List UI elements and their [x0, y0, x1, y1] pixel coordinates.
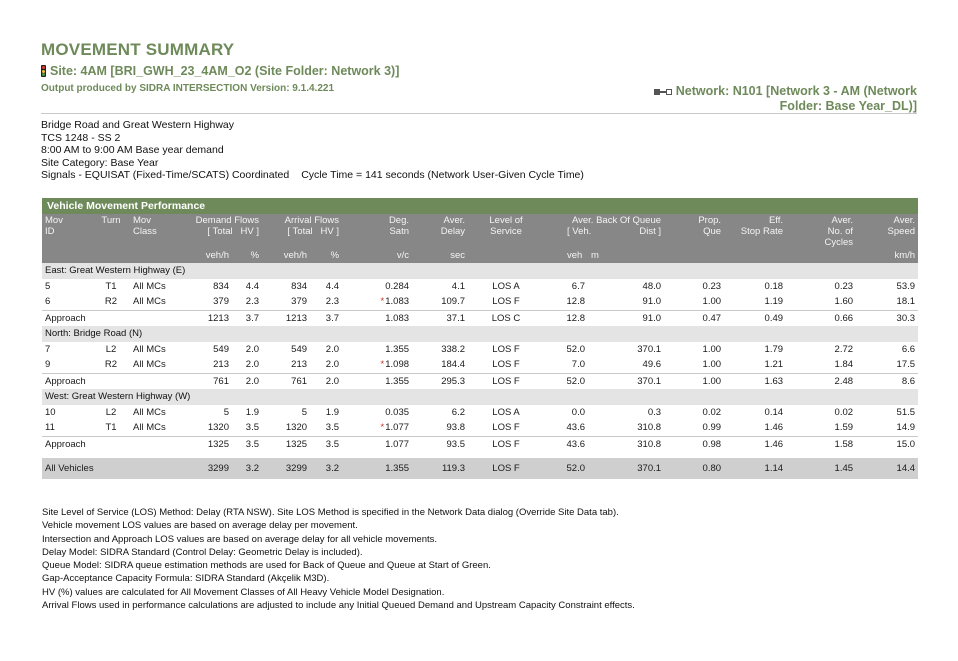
- cell-los: LOS F: [492, 422, 520, 433]
- cell-cyc: 1.58: [786, 436, 856, 452]
- cell-los: LOS F: [492, 359, 520, 370]
- cell-prop: 1.00: [702, 343, 722, 355]
- unit-demand-hv: %: [232, 248, 262, 263]
- cell-eff: 1.46: [724, 436, 786, 452]
- cell-mov-id: 6: [45, 296, 51, 307]
- cell-los: LOS F: [492, 296, 520, 307]
- cell-mov-class: All MCs: [133, 422, 166, 433]
- cell-los: LOS F: [468, 373, 544, 389]
- cell-at: 1213: [262, 310, 310, 326]
- oversaturated-marker: *: [380, 359, 385, 370]
- col-aver-cycles: Aver. No. of Cycles: [786, 214, 856, 248]
- section-name: West: Great Western Highway (W): [42, 389, 918, 405]
- cell-mov-class: All MCs: [133, 359, 166, 370]
- cell-ahv: 3.7: [310, 310, 342, 326]
- col-demand-flows: Demand Flows [ Total HV ]: [186, 214, 262, 248]
- cell-ahv: 2.0: [310, 373, 342, 389]
- cell-deg: 1.077: [342, 436, 412, 452]
- cell-ahv: 4.4: [325, 280, 340, 292]
- network-title-line2: Folder: Base Year_DL)]: [779, 99, 917, 113]
- cell-delay: 6.2: [451, 406, 466, 418]
- cell-dhv: 2.0: [232, 373, 262, 389]
- cell-dhv: 3.7: [232, 310, 262, 326]
- col-back-of-queue: Aver. Back Of Queue [ Veh. Dist ]: [544, 214, 664, 248]
- cell-veh: 43.6: [544, 436, 588, 452]
- cell-cyc: 1.84: [834, 359, 854, 370]
- cell-eff: 0.14: [764, 406, 784, 418]
- cell-veh: 6.7: [571, 280, 586, 292]
- cell-eff: 1.14: [724, 458, 786, 479]
- cell-mov-id: 10: [45, 406, 56, 418]
- cell-dt: 379: [213, 296, 229, 307]
- site-heading: [41, 64, 399, 78]
- cell-deg: 1.355: [342, 458, 412, 479]
- all-vehicles-row: [42, 458, 918, 479]
- cell-prop: 0.02: [702, 406, 722, 418]
- cell-spd: 14.4: [856, 458, 918, 479]
- footnote-line: Delay Model: SIDRA Standard (Control Delay: Geometric Delay is included).: [42, 546, 363, 558]
- cell-at: 379: [291, 296, 308, 307]
- footnote-line: HV (%) values are calculated for All Movement Classes of All Heavy Vehicle Model Designation.: [42, 586, 445, 598]
- cell-eff: 1.63: [724, 373, 786, 389]
- cell-at: 213: [291, 359, 308, 370]
- traffic-signal-icon: [41, 65, 46, 77]
- table-row: [42, 342, 918, 358]
- info-cycle-time: Cycle Time = 141 seconds (Network User-Given Cycle Time): [301, 169, 584, 182]
- footnote-line: Gap-Acceptance Capacity Formula: SIDRA Standard (Akçelik M3D).: [42, 573, 330, 585]
- all-vehicles-label: All Vehicles: [42, 458, 186, 479]
- cell-delay: 93.5: [412, 436, 468, 452]
- cell-at: 3299: [262, 458, 310, 479]
- cell-dhv: 2.0: [245, 359, 260, 370]
- header-divider: [41, 113, 917, 114]
- unit-deg-satn: v/c: [342, 248, 412, 263]
- deg-value: 0.284: [385, 280, 410, 292]
- cell-ahv: 3.5: [310, 436, 342, 452]
- approach-row: [42, 436, 918, 452]
- cell-delay: 184.4: [441, 359, 466, 370]
- cell-cyc: 2.48: [786, 373, 856, 389]
- unit-aver-speed: km/h: [856, 248, 918, 263]
- cell-cyc: 1.60: [834, 296, 854, 307]
- cell-prop: 1.00: [664, 373, 724, 389]
- unit-arrival-hv: %: [310, 248, 342, 263]
- cell-turn: L2: [105, 343, 117, 355]
- cell-turn: T1: [105, 280, 117, 292]
- section-name: North: Bridge Road (N): [42, 326, 918, 342]
- produced-by: Output produced by SIDRA INTERSECTION Version: 9.1.4.221: [41, 83, 335, 94]
- cell-mov-class: All MCs: [133, 343, 166, 355]
- oversaturated-marker: *: [380, 296, 385, 307]
- cell-deg: [342, 294, 412, 310]
- cell-eff: 1.19: [764, 296, 784, 307]
- site-info: [41, 119, 584, 182]
- unit-boq-veh: veh: [544, 248, 588, 263]
- cell-los: LOS F: [468, 458, 544, 479]
- cell-eff: 0.18: [764, 280, 784, 292]
- cell-eff: 1.46: [764, 422, 784, 433]
- col-arrival-flows: Arrival Flows [ Total HV ]: [262, 214, 342, 248]
- section-name: East: Great Western Highway (E): [42, 263, 918, 279]
- cell-ahv: 2.0: [325, 343, 340, 355]
- cell-eff: 1.79: [764, 343, 784, 355]
- cell-cyc: 1.45: [786, 458, 856, 479]
- cell-dhv: 2.3: [245, 296, 260, 307]
- cell-turn: R2: [104, 296, 118, 307]
- cell-dist: 370.1: [588, 373, 664, 389]
- cell-dist: 0.3: [647, 406, 662, 418]
- cell-dhv: 3.2: [232, 458, 262, 479]
- cell-ahv: 1.9: [325, 406, 340, 418]
- info-period: 8:00 AM to 9:00 AM Base year demand: [41, 144, 224, 157]
- cell-cyc: 0.02: [834, 406, 854, 418]
- cell-spd: 17.5: [896, 359, 916, 370]
- cell-dist: 91.0: [588, 310, 664, 326]
- cell-dist: 48.0: [642, 280, 662, 292]
- cell-veh: 52.0: [544, 373, 588, 389]
- network-title-line1: Network: N101 [Network 3 - AM (Network: [675, 84, 917, 98]
- info-category: Site Category: Base Year: [41, 156, 159, 169]
- page-title: MOVEMENT SUMMARY: [41, 40, 235, 59]
- table-row: [42, 279, 918, 295]
- cell-at: 1325: [262, 436, 310, 452]
- cell-delay: 93.8: [446, 422, 466, 433]
- approach-label: Approach: [42, 373, 186, 389]
- col-eff-stop-rate: Eff. Stop Rate: [724, 214, 786, 248]
- cell-dt: 5: [223, 406, 229, 418]
- cell-cyc: 1.59: [834, 422, 854, 433]
- unit-demand-total: veh/h: [186, 248, 232, 263]
- cell-dt: 1213: [186, 310, 232, 326]
- cell-ahv: 2.3: [325, 296, 340, 307]
- cell-turn: T1: [105, 422, 117, 433]
- cell-cyc: 0.23: [834, 280, 854, 292]
- cell-prop: 0.98: [664, 436, 724, 452]
- movement-table: [42, 198, 918, 479]
- cell-spd: 8.6: [856, 373, 918, 389]
- cell-delay: 119.3: [412, 458, 468, 479]
- cell-dist: 91.0: [642, 296, 662, 307]
- cell-veh: 52.0: [544, 458, 588, 479]
- cell-ahv: 3.2: [310, 458, 342, 479]
- cell-dhv: 3.5: [245, 422, 260, 433]
- cell-turn: L2: [105, 406, 117, 418]
- cell-delay: 295.3: [412, 373, 468, 389]
- approach-section-header: [42, 389, 918, 405]
- cell-turn: R2: [104, 359, 118, 370]
- cell-dhv: 3.5: [232, 436, 262, 452]
- deg-value: 0.035: [385, 406, 410, 418]
- cell-mov-id: 11: [45, 422, 55, 433]
- cell-spd: 30.3: [856, 310, 918, 326]
- unit-boq-dist: m: [588, 248, 664, 263]
- cell-mov-id: 5: [45, 280, 51, 292]
- cell-dt: 1320: [207, 422, 229, 433]
- cell-veh: 0.0: [571, 406, 586, 418]
- cell-dhv: 2.0: [245, 343, 260, 355]
- cell-prop: 0.47: [664, 310, 724, 326]
- cell-veh: 52.0: [566, 343, 586, 355]
- cell-los: LOS C: [468, 310, 544, 326]
- cell-dist: 49.6: [642, 359, 662, 370]
- col-mov-class: Mov Class: [130, 214, 186, 248]
- footnote-line: Site Level of Service (LOS) Method: Delay (RTA NSW). Site LOS Method is specified in the Network Data dialog (Override Site Data tab).: [42, 507, 619, 518]
- cell-mov-class: All MCs: [133, 280, 166, 292]
- cell-at: 761: [262, 373, 310, 389]
- deg-value: 1.355: [385, 343, 410, 355]
- footnote-line: Arrival Flows used in performance calculations are adjusted to include any Initial Queued Demand and Upstream Capacity Constraint effects.: [42, 600, 635, 612]
- cell-dt: 549: [213, 343, 229, 355]
- cell-dist: 370.1: [637, 343, 662, 355]
- cell-veh: 12.8: [544, 310, 588, 326]
- cell-ahv: 2.0: [325, 359, 340, 370]
- cell-prop: 0.23: [702, 280, 722, 292]
- col-deg-satn: Deg. Satn: [342, 214, 412, 248]
- cell-delay: 109.7: [441, 296, 466, 307]
- table-header-row: [42, 214, 918, 248]
- cell-deg: 1.355: [342, 373, 412, 389]
- table-units-row: [42, 248, 918, 263]
- cell-deg: [342, 342, 412, 358]
- cell-los: LOS F: [468, 436, 544, 452]
- cell-at: 549: [291, 343, 308, 355]
- cell-los: LOS A: [492, 406, 520, 418]
- table-title: Vehicle Movement Performance: [42, 198, 918, 214]
- cell-mov-class: All MCs: [133, 406, 166, 418]
- table-row: [42, 405, 918, 421]
- table-row: [42, 357, 918, 373]
- cell-mov-class: All MCs: [133, 296, 166, 307]
- footnotes: [42, 506, 635, 612]
- cell-dist: 370.1: [588, 458, 664, 479]
- cell-mov-id: 9: [45, 359, 51, 370]
- cell-prop: 1.00: [702, 359, 722, 370]
- info-signals: Signals - EQUISAT (Fixed-Time/SCATS) Coordinated Cycle Time = 141 seconds (Network User-Given Cycle Time): [41, 169, 584, 182]
- footnote-line: Intersection and Approach LOS values are based on average delay for all vehicle movements.: [42, 533, 438, 545]
- cell-spd: 51.5: [896, 406, 916, 418]
- deg-value: 1.083: [385, 296, 410, 307]
- cell-deg: [342, 357, 412, 373]
- cell-deg: [342, 279, 412, 295]
- cell-los: LOS A: [492, 280, 520, 292]
- cell-dhv: 1.9: [245, 406, 260, 418]
- cell-prop: 0.99: [702, 422, 722, 433]
- unit-aver-delay: sec: [412, 248, 468, 263]
- cell-spd: 6.6: [901, 343, 916, 355]
- cell-deg: 1.083: [342, 310, 412, 326]
- approach-label: Approach: [42, 310, 186, 326]
- cell-dt: 3299: [186, 458, 232, 479]
- cell-delay: 338.2: [441, 343, 466, 355]
- cell-dist: 310.8: [588, 436, 664, 452]
- col-mov-id: Mov ID: [42, 214, 92, 248]
- cell-dt: 834: [213, 280, 229, 292]
- cell-prop: 0.80: [664, 458, 724, 479]
- cell-eff: 1.21: [764, 359, 784, 370]
- cell-prop: 1.00: [702, 296, 722, 307]
- cell-dhv: 4.4: [245, 280, 260, 292]
- approach-row: [42, 373, 918, 389]
- cell-at: 1320: [285, 422, 308, 433]
- table-row: [42, 294, 918, 310]
- network-heading: [637, 84, 917, 114]
- deg-value: 1.077: [385, 422, 410, 433]
- cell-cyc: 0.66: [786, 310, 856, 326]
- cell-at: 834: [291, 280, 308, 292]
- cell-deg: [342, 420, 412, 436]
- cell-dt: 761: [186, 373, 232, 389]
- cell-los: LOS F: [492, 343, 520, 355]
- unit-arrival-total: veh/h: [262, 248, 310, 263]
- col-aver-speed: Aver. Speed: [856, 214, 918, 248]
- col-aver-delay: Aver. Delay: [412, 214, 468, 248]
- cell-dt: 213: [213, 359, 229, 370]
- network-icon: [654, 88, 672, 96]
- approach-section-header: [42, 263, 918, 279]
- approach-row: [42, 310, 918, 326]
- cell-spd: 14.9: [896, 422, 916, 433]
- cell-ahv: 3.5: [325, 422, 340, 433]
- table-row: [42, 420, 918, 436]
- cell-mov-id: 7: [45, 343, 51, 355]
- cell-eff: 0.49: [724, 310, 786, 326]
- deg-value: 1.098: [385, 359, 410, 370]
- cell-deg: [342, 405, 412, 421]
- cell-spd: 15.0: [856, 436, 918, 452]
- oversaturated-marker: *: [380, 422, 385, 433]
- info-tcs: TCS 1248 - SS 2: [41, 131, 121, 144]
- cell-dist: 310.8: [637, 422, 662, 433]
- footnote-line: Queue Model: SIDRA queue estimation methods are used for Back of Queue and Queue at Start of Green.: [42, 560, 491, 572]
- site-title: Site: 4AM [BRI_GWH_23_4AM_O2 (Site Folder: Network 3)]: [50, 64, 400, 78]
- col-prop-que: Prop. Que: [664, 214, 724, 248]
- footnote-line: Vehicle movement LOS values are based on average delay per movement.: [42, 520, 358, 532]
- cell-spd: 53.9: [896, 280, 916, 292]
- cell-cyc: 2.72: [834, 343, 854, 355]
- cell-veh: 7.0: [571, 359, 586, 370]
- col-turn: Turn: [92, 214, 130, 248]
- approach-section-header: [42, 326, 918, 342]
- col-los: Level of Service: [468, 214, 544, 248]
- cell-dt: 1325: [186, 436, 232, 452]
- cell-spd: 18.1: [896, 296, 916, 307]
- cell-veh: 43.6: [566, 422, 586, 433]
- cell-delay: 4.1: [451, 280, 466, 292]
- cell-at: 5: [301, 406, 308, 418]
- approach-label: Approach: [42, 436, 186, 452]
- info-location: Bridge Road and Great Western Highway: [41, 119, 234, 131]
- cell-delay: 37.1: [412, 310, 468, 326]
- cell-veh: 12.8: [566, 296, 586, 307]
